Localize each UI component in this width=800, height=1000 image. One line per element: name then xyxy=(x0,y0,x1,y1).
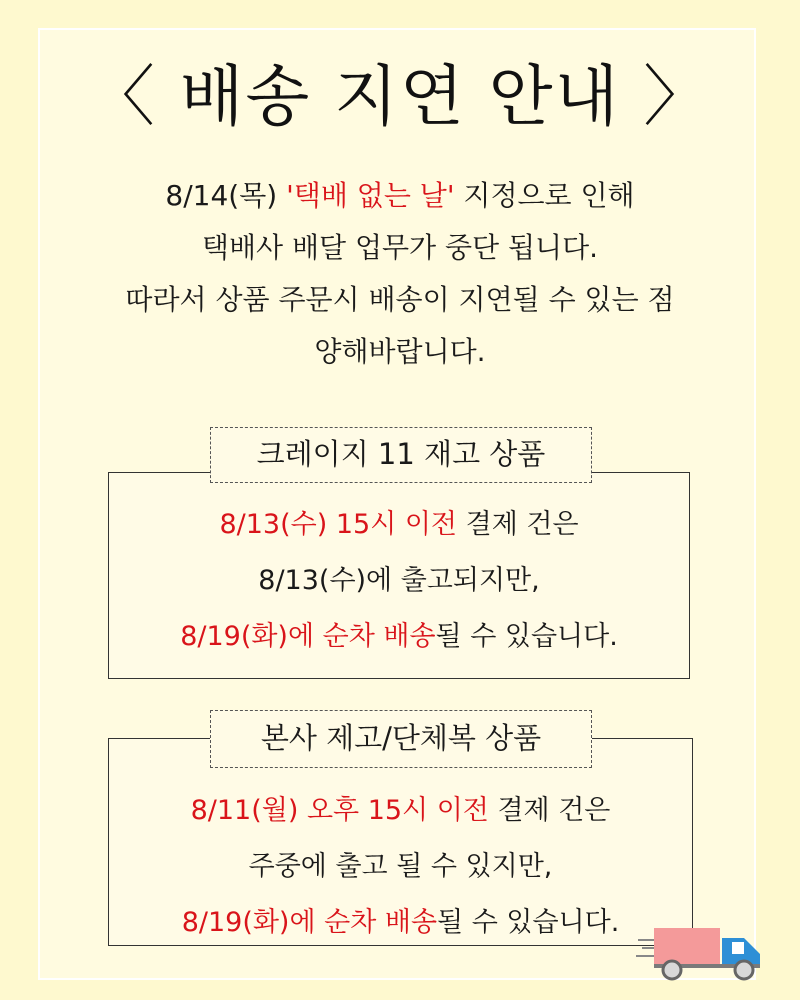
section-crazy11-line-2: 8/13(수)에 출고되지만, xyxy=(258,565,540,596)
intro-text xyxy=(0,170,800,378)
section-hq-deadline: 8/11(월) 오후 15시 이전 xyxy=(190,795,489,826)
intro-highlight: '택배 없는 날' xyxy=(286,179,455,212)
intro-line-1-suffix: 지정으로 인해 xyxy=(454,179,635,212)
section-hq-line-2: 주중에 출고 될 수 있지만, xyxy=(248,851,553,882)
section-crazy11-delivery-date: 8/19(화)에 순차 배송 xyxy=(180,621,436,652)
section-crazy11-line-1-suffix: 결제 건은 xyxy=(457,509,579,540)
section-hq-line-3 xyxy=(109,895,692,951)
section-hq-line-1 xyxy=(109,783,692,839)
section-hq-delivery-date: 8/19(화)에 순차 배송 xyxy=(181,907,438,938)
section-crazy11-line-3-suffix: 될 수 있습니다. xyxy=(435,621,618,652)
intro-date: 8/14(목) xyxy=(165,179,287,212)
section-crazy11-label: 크레이지 11 재고 상품 xyxy=(210,427,592,483)
section-crazy11-line-3 xyxy=(109,609,689,665)
intro-line-1 xyxy=(0,170,800,222)
section-crazy11-deadline: 8/13(수) 15시 이전 xyxy=(219,509,458,540)
section-hq-label: 본사 제고/단체복 상품 xyxy=(210,710,592,768)
section-crazy11-body xyxy=(109,497,689,665)
section-hq-box xyxy=(108,738,693,946)
section-crazy11-box xyxy=(108,472,690,679)
delivery-truck-icon xyxy=(636,924,764,984)
section-hq-body xyxy=(109,783,692,951)
intro-line-2: 택배사 배달 업무가 중단 됩니다. xyxy=(201,231,599,264)
page-title: 〈 배송 지연 안내 〉 xyxy=(88,58,712,135)
section-crazy11-line-1 xyxy=(109,497,689,553)
intro-line-3: 따라서 상품 주문시 배송이 지연될 수 있는 점 xyxy=(125,283,675,316)
intro-line-4: 양해바랍니다. xyxy=(314,335,486,368)
section-hq-line-3-suffix: 될 수 있습니다. xyxy=(437,907,620,938)
section-hq-line-1-suffix: 결제 건은 xyxy=(488,795,611,826)
